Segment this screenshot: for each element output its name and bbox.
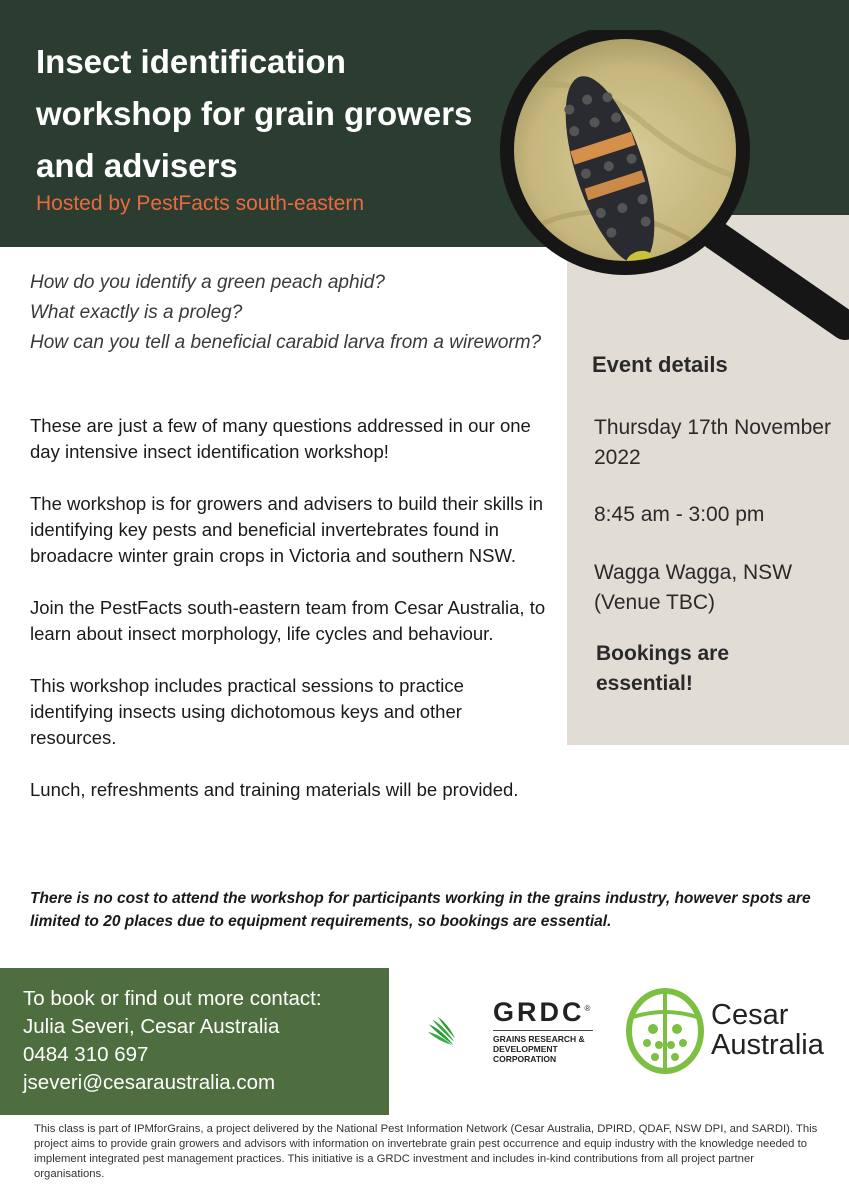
page-subtitle: Hosted by PestFacts south-eastern (36, 192, 364, 215)
description-paragraph: These are just a few of many questions addressed in our one day intensive insect identification workshop! (30, 415, 531, 462)
grdc-subtitle: GRAINS RESEARCH & DEVELOPMENT CORPORATION (493, 1030, 593, 1064)
workshop-description (30, 413, 550, 829)
grdc-wordmark: GRDC (493, 997, 585, 1027)
event-details-heading: Event details (592, 352, 728, 377)
contact-phone[interactable]: 0484 310 697 (23, 1043, 149, 1066)
question-3: How can you tell a beneficial carabid larva from a wireworm? (30, 332, 542, 353)
grdc-logo (493, 995, 593, 1064)
event-venue: Wagga Wagga, NSW (Venue TBC) (594, 561, 793, 614)
page-title: Insect identification workshop for grain growers and advisers (36, 43, 473, 184)
contact-heading: To book or find out more contact: (23, 987, 322, 1010)
description-paragraph: Lunch, refreshments and training materials will be provided. (30, 779, 519, 800)
description-paragraph: This workshop includes practical sessions to practice identifying insects using dichotomous keys and other resources. (30, 675, 464, 748)
contact-name: Julia Severi, Cesar Australia (23, 1015, 280, 1038)
cesar-beetle-icon (625, 985, 705, 1075)
grdc-trademark: ® (584, 1004, 591, 1013)
grdc-leaf-icon (428, 995, 498, 1067)
question-2: What exactly is a proleg? (30, 302, 243, 323)
contact-email[interactable]: jseveri@cesaraustralia.com (23, 1071, 276, 1094)
event-date: Thursday 17th November 2022 (594, 416, 831, 469)
description-paragraph: The workshop is for growers and advisers to build their skills in identifying key pests and beneficial invertebrates found in broadacre winter grain crops in Victoria and southern NSW. (30, 493, 544, 566)
bookings-notice: Bookings are essential! (596, 642, 730, 695)
cesar-logo-text (711, 1000, 824, 1060)
cost-note: There is no cost to attend the workshop for participants working in the grains industry, however spots are limited to 20 places due to equipment requirements, so bookings are essential. (30, 890, 811, 930)
description-paragraph: Join the PestFacts south-eastern team from Cesar Australia, to learn about insect morphology, life cycles and behaviour. (30, 597, 546, 644)
question-1: How do you identify a green peach aphid? (30, 272, 385, 293)
event-time: 8:45 am - 3:00 pm (594, 503, 765, 526)
cesar-line-1: Cesar (711, 999, 789, 1031)
cesar-line-2: Australia (711, 1029, 824, 1061)
intro-questions (30, 268, 550, 358)
footer-disclaimer: This class is part of IPMforGrains, a project delivered by the National Pest Information Network (Cesar Australia, DPIRD, QDAF, NSW DPI, and SARDI). This project aims to provide grain growers and advisors with information on invertebrate grain pest occurrence and equip industry with the knowledge needed to implement integrated pest management practices. This initiative is a GRDC investment and includes in-kind contributions from all project partner organisations. (34, 1123, 818, 1180)
